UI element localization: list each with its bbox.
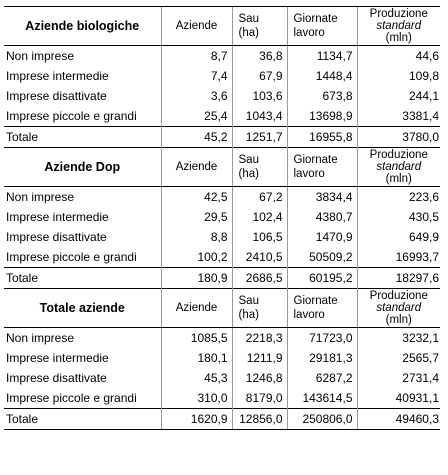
section-header — [4, 289, 440, 328]
cell-produzione: 649,9 — [357, 227, 440, 247]
row-label: Imprese disattivate — [6, 89, 107, 103]
prod-line1: Produzione — [369, 149, 428, 161]
cell-sau: 1246,8 — [232, 368, 287, 388]
cell-giornate: 16955,8 — [287, 127, 357, 148]
table-row — [4, 388, 440, 409]
cell-sau: 1043,4 — [232, 106, 287, 127]
cell-aziende: 29,5 — [161, 207, 232, 227]
cell-produzione: 2731,4 — [357, 368, 440, 388]
cell-produzione: 109,8 — [357, 66, 440, 86]
cell-aziende: 180,1 — [161, 348, 232, 368]
row-label: Non imprese — [6, 331, 75, 345]
total-row — [4, 409, 440, 430]
cell-produzione: 244,1 — [357, 86, 440, 106]
cell-giornate: 6287,2 — [287, 368, 357, 388]
column-header-giornate — [287, 289, 357, 328]
table-row — [4, 328, 440, 349]
table-row — [4, 86, 440, 106]
row-label: Totale — [4, 268, 161, 289]
cell-giornate: 1134,7 — [287, 46, 357, 67]
column-header-aziende: Aziende — [161, 289, 232, 328]
prod-line3: (mln) — [385, 314, 412, 326]
table-row — [4, 368, 440, 388]
sau-line1: Sau — [238, 13, 259, 25]
cell-sau: 67,2 — [232, 187, 287, 208]
row-label: Non imprese — [6, 190, 75, 204]
cell-aziende: 1085,5 — [161, 328, 232, 349]
table-row — [4, 66, 440, 86]
cell-giornate: 29181,3 — [287, 348, 357, 368]
cell-aziende: 42,5 — [161, 187, 232, 208]
cell-sau: 2686,5 — [232, 268, 287, 289]
prod-line1: Produzione — [369, 290, 428, 302]
cell-aziende: 8,8 — [161, 227, 232, 247]
cell-giornate: 3834,4 — [287, 187, 357, 208]
sau-line2: (ha) — [238, 168, 259, 180]
column-header-aziende: Aziende — [161, 148, 232, 187]
column-header-sau — [232, 289, 287, 328]
cell-aziende: 180,9 — [161, 268, 232, 289]
prod-line2: standard — [376, 302, 422, 314]
row-label: Imprese disattivate — [6, 230, 107, 244]
section-title: Aziende biologiche — [4, 7, 161, 46]
cell-produzione: 16993,7 — [357, 247, 440, 268]
section-header — [4, 7, 440, 46]
cell-produzione: 3232,1 — [357, 328, 440, 349]
row-label: Non imprese — [6, 49, 75, 63]
table-row — [4, 247, 440, 268]
table-row — [4, 227, 440, 247]
column-header-giornate — [287, 148, 357, 187]
total-row — [4, 268, 440, 289]
sau-line1: Sau — [238, 295, 259, 307]
prod-line3: (mln) — [385, 173, 412, 185]
cell-produzione: 2565,7 — [357, 348, 440, 368]
table-row — [4, 187, 440, 208]
row-label: Totale — [4, 127, 161, 148]
prod-line3: (mln) — [385, 32, 412, 44]
row-label: Imprese piccole e grandi — [6, 391, 137, 405]
cell-aziende: 25,4 — [161, 106, 232, 127]
giornate-line1: Giornate — [293, 154, 338, 166]
cell-sau: 2218,3 — [232, 328, 287, 349]
cell-giornate: 1470,9 — [287, 227, 357, 247]
cell-produzione: 430,5 — [357, 207, 440, 227]
sau-line2: (ha) — [238, 309, 259, 321]
cell-sau: 67,9 — [232, 66, 287, 86]
giornate-line2: lavoro — [293, 27, 325, 39]
table-row — [4, 207, 440, 227]
sau-line2: (ha) — [238, 27, 259, 39]
cell-aziende: 45,3 — [161, 368, 232, 388]
cell-sau: 1251,7 — [232, 127, 287, 148]
cell-giornate: 50509,2 — [287, 247, 357, 268]
column-header-sau — [232, 7, 287, 46]
cell-aziende: 100,2 — [161, 247, 232, 268]
column-header-aziende: Aziende — [161, 7, 232, 46]
cell-giornate: 13698,9 — [287, 106, 357, 127]
statistics-table — [4, 6, 440, 430]
cell-giornate: 71723,0 — [287, 328, 357, 349]
giornate-line2: lavoro — [293, 168, 325, 180]
column-header-produzione — [357, 7, 440, 46]
section-title: Aziende Dop — [4, 148, 161, 187]
table-row — [4, 348, 440, 368]
giornate-line1: Giornate — [293, 295, 338, 307]
column-header-produzione — [357, 148, 440, 187]
cell-giornate: 250806,0 — [287, 409, 357, 430]
cell-sau: 1211,9 — [232, 348, 287, 368]
column-header-sau — [232, 148, 287, 187]
section-title: Totale aziende — [4, 289, 161, 328]
cell-aziende: 8,7 — [161, 46, 232, 67]
row-label: Imprese intermedie — [6, 351, 109, 365]
cell-produzione: 223,6 — [357, 187, 440, 208]
cell-aziende: 3,6 — [161, 86, 232, 106]
table-row — [4, 46, 440, 67]
cell-giornate: 4380,7 — [287, 207, 357, 227]
row-label: Imprese disattivate — [6, 371, 107, 385]
cell-produzione: 3780,0 — [357, 127, 440, 148]
column-header-produzione — [357, 289, 440, 328]
cell-produzione: 18297,6 — [357, 268, 440, 289]
column-header-giornate — [287, 7, 357, 46]
cell-produzione: 49460,3 — [357, 409, 440, 430]
row-label: Imprese piccole e grandi — [6, 109, 137, 123]
cell-sau: 8179,0 — [232, 388, 287, 409]
cell-sau: 103,6 — [232, 86, 287, 106]
section-header — [4, 148, 440, 187]
cell-sau: 36,8 — [232, 46, 287, 67]
cell-aziende: 1620,9 — [161, 409, 232, 430]
cell-sau: 106,5 — [232, 227, 287, 247]
row-label: Imprese intermedie — [6, 69, 109, 83]
cell-giornate: 1448,4 — [287, 66, 357, 86]
table-row — [4, 106, 440, 127]
cell-produzione: 44,6 — [357, 46, 440, 67]
row-label: Totale — [4, 409, 161, 430]
prod-line2: standard — [376, 161, 422, 173]
prod-line2: standard — [376, 20, 422, 32]
row-label: Imprese intermedie — [6, 210, 109, 224]
giornate-line1: Giornate — [293, 13, 338, 25]
cell-giornate: 60195,2 — [287, 268, 357, 289]
cell-aziende: 310,0 — [161, 388, 232, 409]
cell-giornate: 673,8 — [287, 86, 357, 106]
total-row — [4, 127, 440, 148]
cell-aziende: 7,4 — [161, 66, 232, 86]
cell-sau: 102,4 — [232, 207, 287, 227]
cell-sau: 12856,0 — [232, 409, 287, 430]
cell-sau: 2410,5 — [232, 247, 287, 268]
cell-produzione: 40931,1 — [357, 388, 440, 409]
giornate-line2: lavoro — [293, 309, 325, 321]
cell-giornate: 143614,5 — [287, 388, 357, 409]
cell-produzione: 3381,4 — [357, 106, 440, 127]
sau-line1: Sau — [238, 154, 259, 166]
row-label: Imprese piccole e grandi — [6, 250, 137, 264]
cell-aziende: 45,2 — [161, 127, 232, 148]
prod-line1: Produzione — [369, 8, 428, 20]
